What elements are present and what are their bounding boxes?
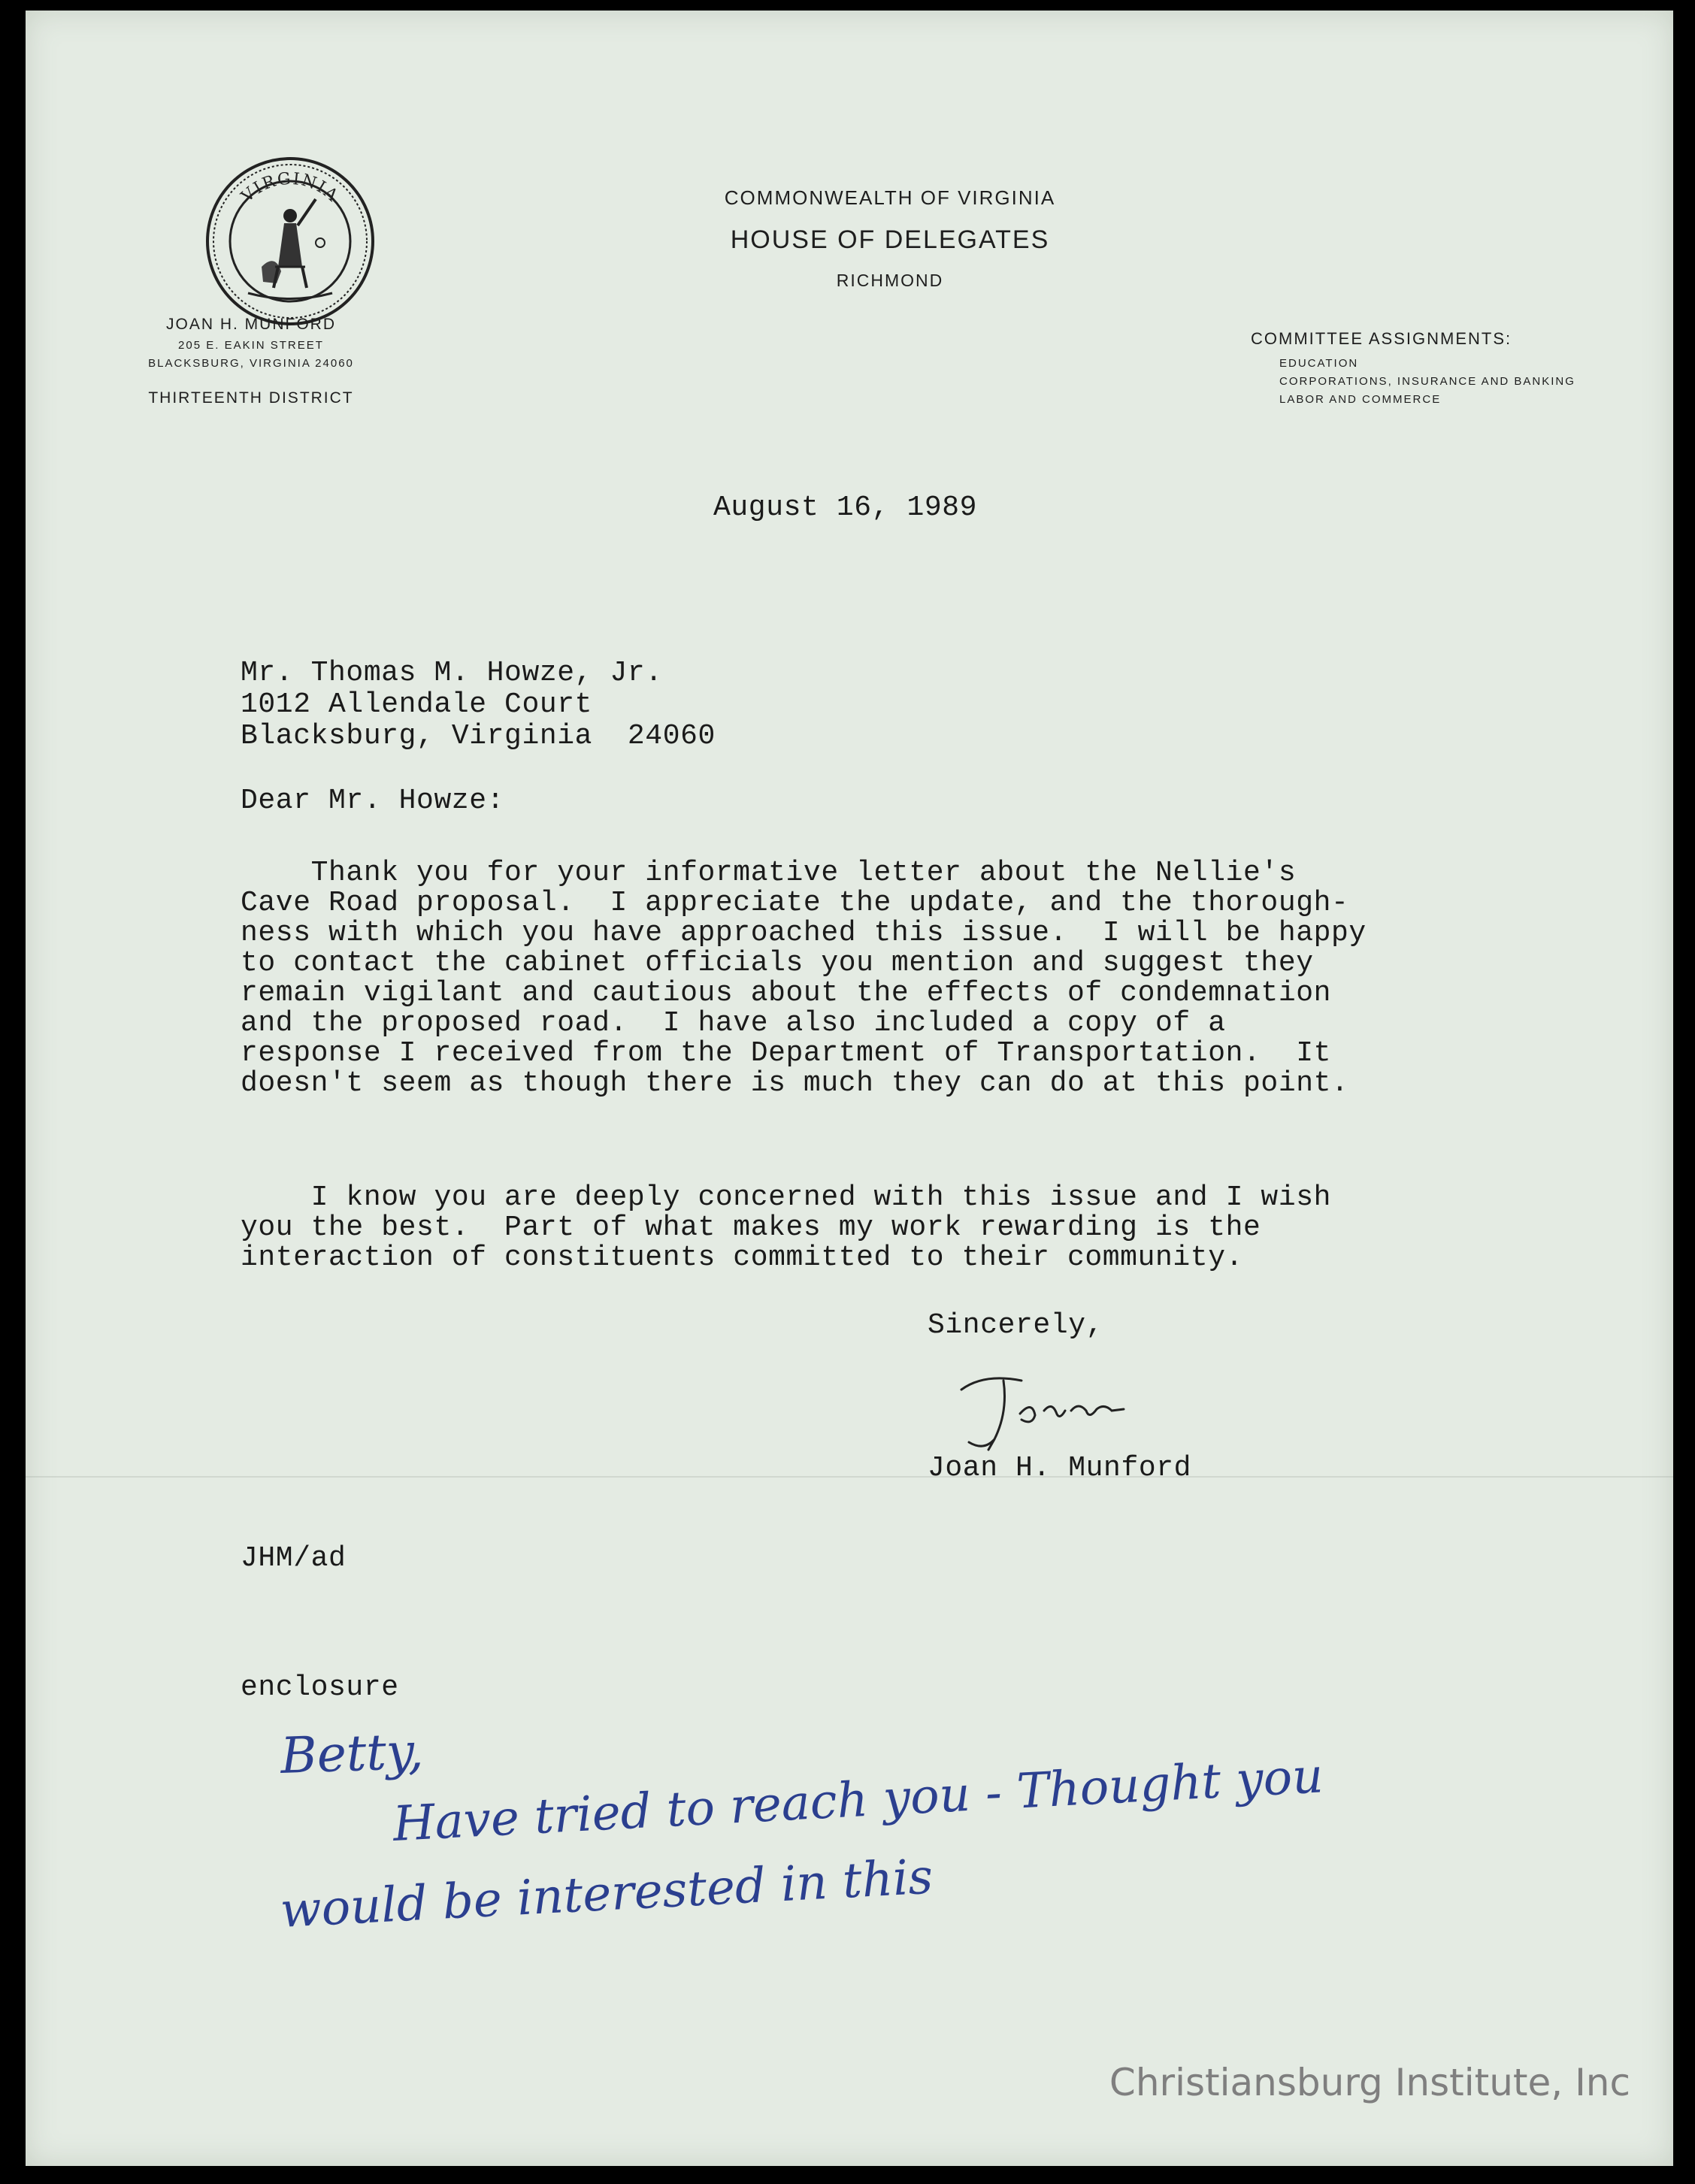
paragraph-1-line: remain vigilant and cautious about the effects of condemnation — [241, 977, 1332, 1009]
committee-item: LABOR AND COMMERCE — [1279, 393, 1442, 406]
letterhead-house: HOUSE OF DELEGATES — [730, 225, 1050, 254]
paragraph-1-line: doesn't seem as though there is much they can do at this point. — [241, 1067, 1349, 1100]
note-line-1: Betty, — [279, 1722, 425, 1785]
sender-city: BLACKSBURG, VIRGINIA 24060 — [148, 357, 354, 370]
handwritten-note — [274, 1720, 1642, 1968]
sender-name: JOAN H. MUNFORD — [166, 316, 336, 333]
watermark: Christiansburg Institute, Inc — [1109, 2061, 1630, 2104]
typed-name: Joan H. Munford — [928, 1452, 1192, 1484]
letterhead-commonwealth: COMMONWEALTH OF VIRGINIA — [724, 186, 1056, 209]
paragraph-2-line: you the best. Part of what makes my work rewarding is the — [241, 1211, 1261, 1244]
letterhead-city: RICHMOND — [836, 271, 944, 290]
svg-text:VIRGINIA: VIRGINIA — [238, 169, 343, 207]
paragraph-1-line: response I received from the Department of Transportation. It — [241, 1037, 1332, 1069]
enclosure: enclosure — [241, 1671, 399, 1704]
paragraph-2-line: I know you are deeply concerned with this issue and I wish — [241, 1181, 1332, 1214]
closing: Sincerely, — [928, 1309, 1104, 1342]
salutation: Dear Mr. Howze: — [241, 785, 505, 817]
district: THIRTEENTH DISTRICT — [148, 389, 354, 407]
letter-date: August 16, 1989 — [713, 492, 978, 524]
recipient-line: 1012 Allendale Court — [241, 688, 593, 721]
note-line-3: would be interested in this — [278, 1849, 934, 1939]
virginia-seal-icon — [203, 154, 377, 328]
paragraph-1-line: Thank you for your informative letter about the Nellie's — [241, 857, 1297, 889]
sender-street: 205 E. EAKIN STREET — [178, 339, 324, 352]
committee-assignments — [1251, 329, 1575, 409]
recipient-line: Mr. Thomas M. Howze, Jr. — [241, 657, 663, 689]
committee-heading: COMMITTEE ASSIGNMENTS: — [1251, 329, 1512, 348]
fold-crease — [26, 1476, 1673, 1478]
note-line-2: Have tried to reach you - Thought you — [391, 1748, 1325, 1853]
letter-page — [26, 11, 1673, 2166]
signature-icon — [939, 1367, 1164, 1457]
committee-item: EDUCATION — [1279, 357, 1359, 370]
paragraph-1-line: Cave Road proposal. I appreciate the update, and the thorough- — [241, 887, 1349, 919]
committee-item: CORPORATIONS, INSURANCE AND BANKING — [1279, 375, 1575, 388]
initials: JHM/ad — [241, 1542, 347, 1574]
paragraph-1-line: and the proposed road. I have also included a copy of a — [241, 1007, 1226, 1039]
paragraph-2-line: interaction of constituents committed to their community. — [241, 1242, 1244, 1274]
paragraph-1-line: ness with which you have approached this issue. I will be happy — [241, 917, 1367, 949]
recipient-line: Blacksburg, Virginia 24060 — [241, 720, 716, 752]
paragraph-1-line: to contact the cabinet officials you mention and suggest they — [241, 947, 1314, 979]
